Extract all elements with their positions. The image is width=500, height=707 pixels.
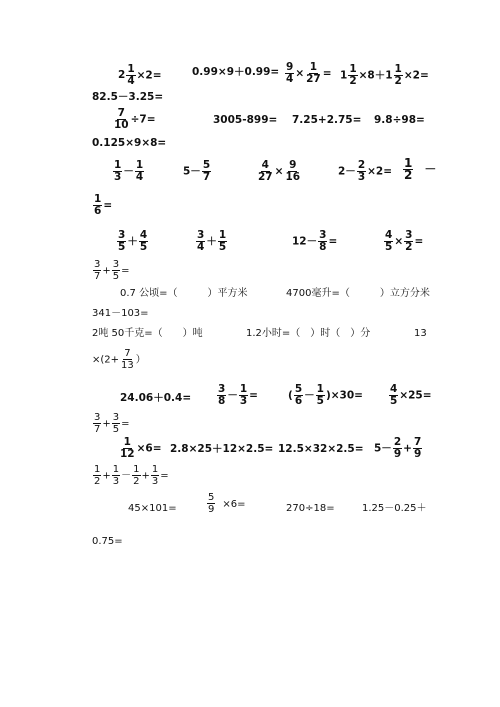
problem-4-5-times-25: $\frac{4}{5}$ ×25= xyxy=(390,383,432,407)
problem-0.99-times-9: 0.99×9＋0.99= xyxy=(192,66,280,78)
problem-5-minus-fractions: 5－ $\frac{2}{9}$ + $\frac{7}{9}$ xyxy=(374,436,422,460)
problem-0.125-times: 0.125×9×8= xyxy=(92,137,167,149)
problem-0.75-equals: 0.75= xyxy=(92,536,123,547)
problem-mixed-times-2: 2 $\frac{1}{4}$ ×2= xyxy=(118,63,162,87)
problem-hectare-conversion: 0.7 公顷=（ ）平方米 xyxy=(120,288,248,299)
problem-paren-times-30: ( $\frac{5}{6}$ － $\frac{1}{5}$ )×30= xyxy=(288,383,363,407)
problem-12.5-times-32: 12.5×32×2.5= xyxy=(278,443,364,455)
problem-24.06-plus: 24.06＋0.4= xyxy=(120,392,192,404)
problem-fraction-div-7: $\frac{7}{10}$ ÷7= xyxy=(114,107,156,131)
problem-third-minus-quarter: $\frac{1}{3}$ － $\frac{1}{4}$ xyxy=(114,159,144,183)
problem-4-5-times-3-2: $\frac{4}{5}$ × $\frac{3}{2}$ = xyxy=(385,229,424,253)
problem-ton-conversion: 2吨 50千克=（ ）吨 xyxy=(92,328,203,339)
problem-7.25-plus: 7.25+2.75= xyxy=(292,114,362,126)
problem-45-times-101: 45×101= xyxy=(128,503,177,514)
problem-1-12-times-6: $\frac{1}{12}$ ×6= xyxy=(120,436,162,460)
problem-2-minus-fraction: 2－ $\frac{2}{3}$ ×2= xyxy=(338,159,393,183)
problem-3-8-minus-1-3: $\frac{3}{8}$ － $\frac{1}{3}$ = xyxy=(218,383,258,407)
problem-13-lead: 13 xyxy=(414,328,427,339)
problem-341-minus-103: 341－103= xyxy=(92,308,149,319)
problem-270-div-18: 270÷18= xyxy=(286,503,335,514)
problem-fraction-product: $\frac{9}{4}$ × $\frac{1}{27}$ = xyxy=(286,61,332,85)
problem-5-minus-fraction: 5－ $\frac{5}{7}$ xyxy=(183,159,211,183)
problem-hour-conversion: 1.2小时=（ ）时（ ）分 xyxy=(246,328,371,339)
problem-82.5-minus: 82.5－3.25= xyxy=(92,91,164,103)
problem-ml-conversion: 4700毫升=（ ）立方分米 xyxy=(286,288,430,299)
problem-alternating-fractions: $\frac{1}{2}$ + $\frac{1}{3}$ － $\frac{1}{2}$ + $\frac{1}{3}$ = xyxy=(94,464,169,487)
problem-half-minus: $\frac{1}{2}$ － xyxy=(404,156,437,182)
problem-1.25-minus: 1.25－0.25＋ xyxy=(362,503,427,514)
problem-sixth-equals: $\frac{1}{6}$ = xyxy=(94,193,113,217)
problem-3-7-plus-3-5-b: $\frac{3}{7}$ + $\frac{3}{5}$ = xyxy=(94,412,130,435)
problem-3-7-plus-3-5: $\frac{3}{7}$ + $\frac{3}{5}$ = xyxy=(94,259,130,282)
problem-times-paren: ×(2+ $\frac{7}{13}$ ） xyxy=(92,348,146,371)
problem-3-5-plus-4-5: $\frac{3}{5}$ ＋ $\frac{4}{5}$ xyxy=(118,229,148,253)
problem-5-9-times-6: $\frac{5}{9}$ ×6= xyxy=(208,492,246,515)
problem-9.8-div-98: 9.8÷98= xyxy=(374,114,425,126)
problem-3-4-plus-1-5: $\frac{3}{4}$ ＋ $\frac{1}{5}$ xyxy=(197,229,227,253)
problem-3005-minus-899: 3005-899= xyxy=(213,114,278,126)
problem-mixed-sum: 1 $\frac{1}{2}$ ×8＋1 $\frac{1}{2}$ ×2= xyxy=(340,63,429,87)
problem-2.8-times-25: 2.8×25＋12×2.5= xyxy=(170,443,274,455)
problem-12-minus-fraction: 12－ $\frac{3}{8}$ = xyxy=(292,229,338,253)
problem-4-27-times-9-16: $\frac{4}{27}$ × $\frac{9}{16}$ xyxy=(258,159,301,183)
